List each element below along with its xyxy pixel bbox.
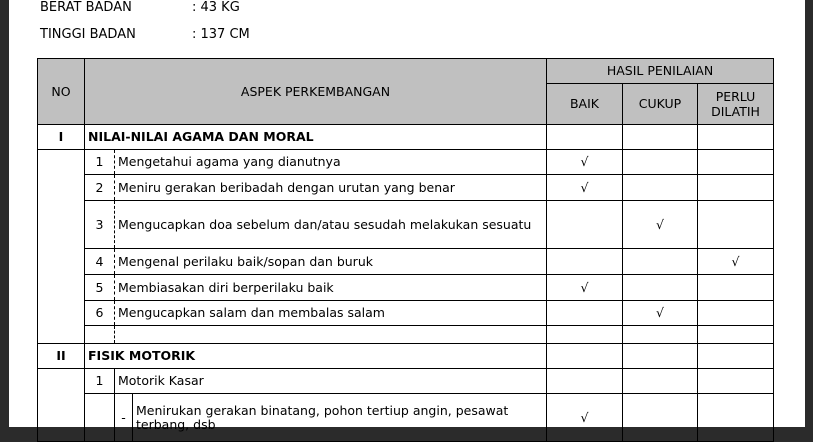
rating-baik: √ bbox=[547, 394, 623, 442]
rating-perlu bbox=[698, 275, 774, 301]
table-row bbox=[38, 275, 774, 301]
header-cukup: CUKUP bbox=[623, 84, 698, 125]
header-no: NO bbox=[38, 59, 85, 125]
table-row bbox=[38, 369, 774, 394]
item-number: 1 bbox=[85, 150, 115, 175]
rating-perlu bbox=[698, 201, 774, 249]
section-number: II bbox=[38, 344, 85, 369]
table-row bbox=[38, 201, 774, 249]
header-perlu: PERLU DILATIH bbox=[698, 84, 774, 125]
item-text: Motorik Kasar bbox=[115, 369, 547, 394]
rating-cukup: √ bbox=[623, 301, 698, 326]
section-number: I bbox=[38, 125, 85, 150]
rating-perlu: √ bbox=[698, 249, 774, 275]
header-baik: BAIK bbox=[547, 84, 623, 125]
info-berat-badan bbox=[40, 0, 240, 15]
section-title: FISIK MOTORIK bbox=[85, 344, 547, 369]
table-row bbox=[38, 394, 774, 442]
no-cell bbox=[38, 150, 85, 344]
rating-cukup bbox=[623, 175, 698, 201]
item-number: 4 bbox=[85, 249, 115, 275]
info-tinggi-badan bbox=[40, 27, 250, 42]
section-title: NILAI-NILAI AGAMA DAN MORAL bbox=[85, 125, 547, 150]
item-text: Mengetahui agama yang dianutnya bbox=[115, 150, 547, 175]
rating-baik: √ bbox=[547, 150, 623, 175]
rating-cukup bbox=[623, 150, 698, 175]
item-text: Menirukan gerakan binatang, pohon tertiup angin, pesawat terbang, dsb bbox=[133, 394, 547, 442]
empty-cell bbox=[623, 326, 698, 344]
item-text: Meniru gerakan beribadah dengan urutan yang benar bbox=[115, 175, 547, 201]
item-text: Mengucapkan doa sebelum dan/atau sesudah melakukan sesuatu bbox=[115, 201, 547, 249]
rating-perlu bbox=[698, 301, 774, 326]
section-row bbox=[38, 125, 774, 150]
empty-cell bbox=[698, 326, 774, 344]
item-text: Mengenal perilaku baik/sopan dan buruk bbox=[115, 249, 547, 275]
item-number: 5 bbox=[85, 275, 115, 301]
rating-baik: √ bbox=[547, 175, 623, 201]
table-row bbox=[38, 175, 774, 201]
empty-row bbox=[38, 326, 774, 344]
item-number: - bbox=[115, 394, 133, 442]
item-text: Mengucapkan salam dan membalas salam bbox=[115, 301, 547, 326]
item-number: 2 bbox=[85, 175, 115, 201]
info-value: : 43 KG bbox=[192, 0, 240, 15]
rating-baik bbox=[547, 249, 623, 275]
rating-cukup: √ bbox=[623, 201, 698, 249]
table-row bbox=[38, 249, 774, 275]
rating-cukup bbox=[623, 275, 698, 301]
table-row bbox=[38, 301, 774, 326]
rating-baik bbox=[547, 201, 623, 249]
item-number: 3 bbox=[85, 201, 115, 249]
table-row bbox=[38, 150, 774, 175]
rating-perlu bbox=[698, 175, 774, 201]
header-aspek: ASPEK PERKEMBANGAN bbox=[85, 59, 547, 125]
info-value: : 137 CM bbox=[192, 27, 250, 42]
empty-cell bbox=[547, 326, 623, 344]
assessment-table bbox=[37, 58, 774, 442]
empty-cell bbox=[115, 326, 547, 344]
item-number: 6 bbox=[85, 301, 115, 326]
rating-perlu bbox=[698, 150, 774, 175]
document-page bbox=[9, 0, 805, 432]
info-label: BERAT BADAN bbox=[40, 0, 132, 15]
rating-cukup bbox=[623, 249, 698, 275]
item-text: Membiasakan diri berperilaku baik bbox=[115, 275, 547, 301]
header-hasil: HASIL PENILAIAN bbox=[547, 59, 774, 84]
rating-baik bbox=[547, 301, 623, 326]
info-label: TINGGI BADAN bbox=[40, 27, 136, 42]
item-number: 1 bbox=[85, 369, 115, 394]
rating-baik: √ bbox=[547, 275, 623, 301]
empty-cell bbox=[85, 326, 115, 344]
section-row bbox=[38, 344, 774, 369]
